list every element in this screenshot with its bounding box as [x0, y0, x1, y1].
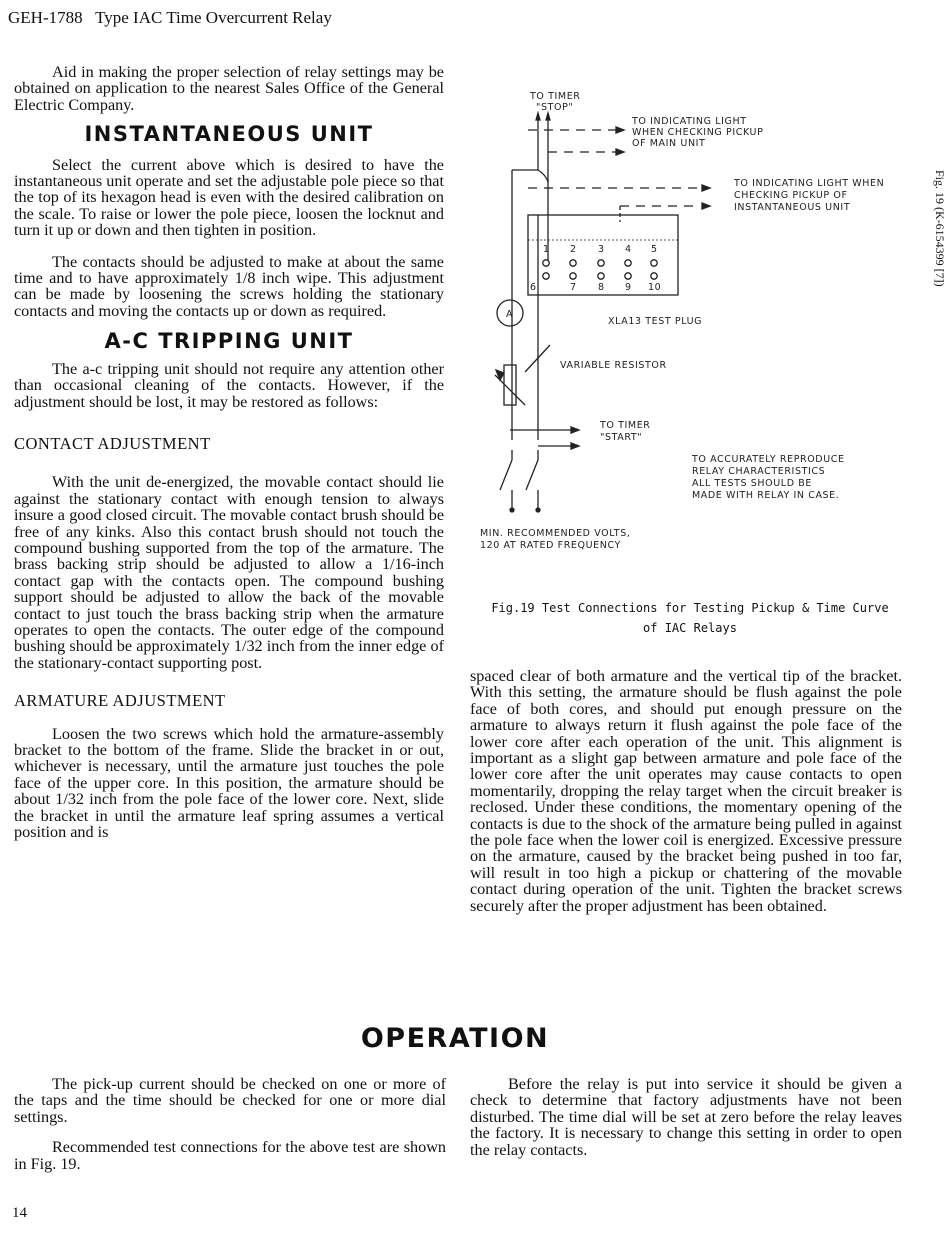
right-column: [470, 668, 902, 914]
caption-line-1: Fig.19 Test Connections for Testing Pickup & Time Curve: [491, 601, 889, 615]
test-note-4: MADE WITH RELAY IN CASE.: [692, 490, 840, 501]
test-plug-label: XLA13 TEST PLUG: [608, 316, 703, 327]
terminal-8: 8: [598, 282, 605, 293]
test-note-2: RELAY CHARACTERISTICS: [692, 466, 826, 477]
operation-right-column: [470, 1076, 902, 1158]
left-column: [14, 64, 444, 840]
caption-line-2: of IAC Relays: [643, 621, 737, 635]
label-timer-start-2: "START": [600, 432, 643, 443]
label-indicating-main-3: OF MAIN UNIT: [632, 138, 706, 149]
terminal-5: 5: [651, 244, 658, 255]
operation-left-column: [14, 1076, 446, 1172]
ac-tripping-heading: A-C TRIPPING UNIT: [104, 329, 354, 354]
terminal-1: 1: [543, 244, 550, 255]
contact-adjustment-paragraph: With the unit de-energized, the movable contact should lie against the stationary contact with enough tension to always insure a good closed circuit. The movable contact brush should be free of any kinks. Also this contact brush should not touch the compound bushing supported from the top of the armature. The brass backing strip should be adjusted to allow a 1/16-inch contact gap with the contacts open. The compound bushing support should be adjusted to allow the back of the movable contact to just touch the brass backing strip when the armature operates to open the contacts. The outer edge of the compound bushing should be approximately 1/32 inch from the inner edge of the stationary-contact supporting post.: [14, 473, 444, 672]
test-note-1: TO ACCURATELY REPRODUCE: [692, 454, 845, 465]
label-indicating-main-1: TO INDICATING LIGHT: [632, 116, 747, 127]
label-indicating-inst-1: TO INDICATING LIGHT WHEN: [734, 178, 885, 189]
ammeter-label: A: [506, 309, 514, 320]
label-timer-stop-2: "STOP": [536, 102, 574, 113]
label-timer-start-1: TO TIMER: [600, 420, 651, 431]
side-figure-reference: Fig. 19 (K-6154399 [7]): [933, 170, 947, 287]
supply-label-1: MIN. RECOMMENDED VOLTS,: [480, 528, 631, 539]
terminal-labels-top: [543, 244, 658, 255]
doc-title: Type IAC Time Overcurrent Relay: [95, 8, 332, 27]
label-indicating-inst-2: CHECKING PICKUP OF: [734, 190, 848, 201]
label-indicating-main-2: WHEN CHECKING PICKUP: [632, 127, 764, 138]
armature-adjustment-heading: ARMATURE ADJUSTMENT: [14, 691, 226, 711]
intro-paragraph: Aid in making the proper selection of relay settings may be obtained on application to the nearest Sales Office of the General Electric Company.: [14, 63, 444, 114]
contact-adjustment-heading: CONTACT ADJUSTMENT: [14, 433, 211, 453]
instantaneous-paragraph-1: Select the current above which is desired to have the instantaneous unit operate and set the adjustable pole piece so that the top of its hexagon head is even with the desired calibration on the scale. To raise or lower the pole piece, loosen the locknut and turn it up or down and then tighten in position.: [14, 155, 444, 240]
instantaneous-paragraph-2: The contacts should be adjusted to make at about the same time and to have approximately 1/8 inch wipe. This adjustment can be made by loosening the screws holding the stationary contacts and moving the contacts up or down as required.: [14, 252, 444, 320]
terminal-9: 9: [625, 282, 632, 293]
operation-paragraph-3: Before the relay is put into service it should be given a check to determine that factory adjustments have not been disturbed. The time dial will be set at zero before the relay leaves the factory. It is necessary to change this setting in order to open the relay contacts.: [470, 1075, 902, 1159]
page-header: [8, 8, 332, 28]
operation-paragraph-1: The pick-up current should be checked on one or more of the taps and the time should be checked for one or more dial settings.: [14, 1075, 446, 1126]
terminal-4: 4: [625, 244, 632, 255]
terminal-10: 10: [648, 282, 662, 293]
label-timer-stop-1: TO TIMER: [530, 91, 581, 102]
supply-label-2: 120 AT RATED FREQUENCY: [480, 540, 621, 551]
terminal-6: 6: [530, 282, 537, 293]
terminal-2: 2: [570, 244, 577, 255]
armature-continued-paragraph: spaced clear of both armature and the vertical tip of the bracket. With this setting, the armature should be flush against the pole face of both cores, and should put enough pressure on the armature to always return it flush against the pole face of the lower core after each operation of the unit. This alignment is important as a slight gap between armature and pole face of the lower core after the unit operates may cause contacts to open momentarily, dropping the relay target when the circuit breaker is reclosed. Under these conditions, the momentary opening of the contacts is due to the shock of the armature being pulled in against the pole face when the lower coil is energized. Excessive pressure on the armature, caused by the bracket being pushed in too far, will result in too high a pickup or chattering of the movable contact during operation of the unit. Tighten the bracket screws securely after the proper adjustment has been obtained.: [470, 667, 902, 915]
page-number: 14: [12, 1205, 27, 1221]
operation-paragraph-2: Recommended test connections for the above test are shown in Fig. 19.: [14, 1138, 446, 1173]
test-note-3: ALL TESTS SHOULD BE: [692, 478, 812, 489]
terminal-labels-bottom: [530, 282, 661, 293]
figure-caption: [470, 598, 910, 638]
doc-id: GEH-1788: [8, 8, 83, 27]
test-connection-diagram: [470, 80, 920, 560]
ac-tripping-paragraph: The a-c tripping unit should not require any attention other than occasional cleaning of the contacts. However, if the adjustment should be lost, it may be restored as follows:: [14, 359, 444, 411]
terminal-7: 7: [570, 282, 577, 293]
terminal-3: 3: [598, 244, 605, 255]
variable-resistor-label: VARIABLE RESISTOR: [560, 360, 667, 371]
label-indicating-inst-3: INSTANTANEOUS UNIT: [734, 202, 851, 213]
operation-heading: OPERATION: [360, 1023, 550, 1054]
armature-adjustment-paragraph: Loosen the two screws which hold the armature-assembly bracket to the bottom of the frame. Slide the bracket in or out, whichever is necessary, until the armature just touches the pole face of the upper core. In this position, the armature should be about 1/32 inch from the pole face of the lower core. Next, slide the bracket in until the armature leaf spring assumes a vertical position and is: [14, 724, 444, 842]
instantaneous-heading: INSTANTANEOUS UNIT: [84, 122, 374, 147]
